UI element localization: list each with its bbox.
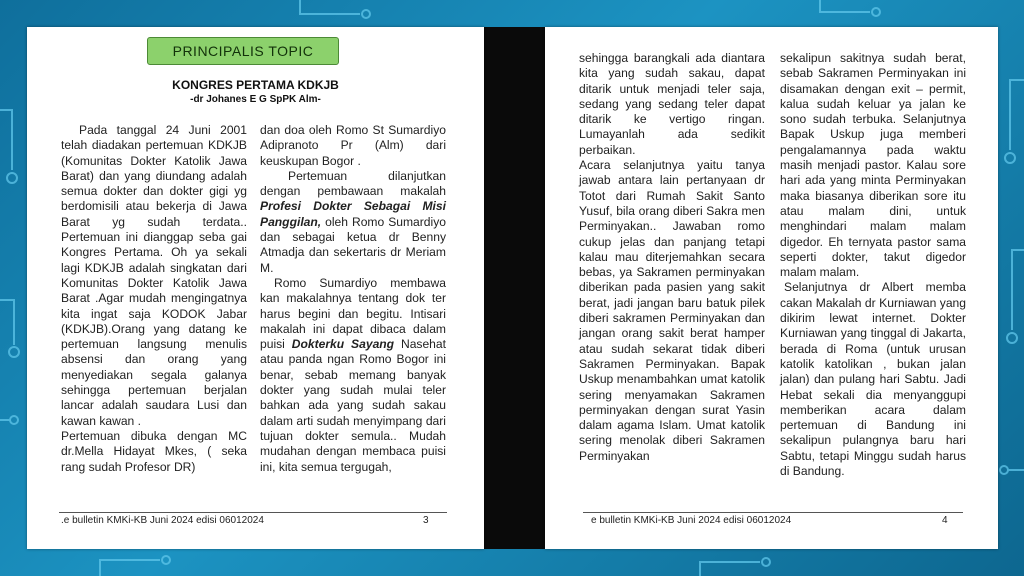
footer-text: .e bulletin KMKi-KB Juni 2024 edisi 06012024 — [61, 515, 264, 526]
page-number: 4 — [942, 515, 948, 526]
article-author: -dr Johanes E G SpPK Alm- — [190, 94, 321, 105]
paragraph: Pada tanggal 24 Juni 2001 telah diadakan pertemuan KDKJB (Komunitas Dokter Katolik Jawa Barat) dan yang diundang adalah semua dokter dan dokter gigi yg berdomisili atau bekerja di Jawa Barat yg sudah terdata.. Pertemuan ini dianggap seba gai Kongres Pertama. Oh ya sekali lagi KDKJB adalah singkatan dari Komunitas Dokter Katolik Jawa Barat .Agar mudah mengingatnya kita ingat saja KODOK Jabar (KDKJB).Orang yang datang ke pertemuan langsung menulis absensi dan orang yang menyediakan segala galanya sehingga pertemuan berjalan lancar adalah saudara Lusi dan kawan kawan . — [61, 123, 247, 428]
right-column-2 — [780, 51, 966, 479]
left-column-2 — [260, 123, 446, 475]
footer-text: e bulletin KMKi-KB Juni 2024 edisi 06012024 — [591, 515, 792, 526]
paragraph: Acara selanjutnya yaitu tanya jawab antara lain pertanyaan dr Totot dari Rumah Sakit Santo Yusuf, bila orang diberi Sakra men Perminyakan.. Jawaban romo cukup jelas dan panjang tetapi kalau mau diterjemahkan secara bebas, ya Sakramen perminyakan diberikan pada pasien yang sakit berat, jadi jangan baru batuk pilek diberi sakramen Perminyakan dan jangan orang sakit berat hamper atau sudah sekarat tidak diberi Sakramen Perminyakan. Bapak Uskup menambahkan umat katolik sering menyamakan Sakramen perminyakan dengan surat Yasin dalam agama Islam. Umat katolik sering menolak diberi Sakramen Perminyakan — [579, 158, 765, 463]
right-column-1 — [579, 51, 765, 464]
right-page — [545, 27, 998, 549]
left-column-1 — [61, 123, 247, 475]
paragraph: Pertemuan dilanjutkan dengan pembawaan makalah Profesi Dokter Sebagai Misi Panggilan, oleh Romo Sumardiyo dan sebagai ketua dr Benny Atmadja dan sekertaris dr Meriam M. — [260, 168, 446, 275]
footer-rule — [583, 512, 963, 513]
footer-rule — [59, 512, 447, 513]
page-number: 3 — [423, 515, 429, 526]
poem-title: Dokterku Sayang — [291, 337, 395, 352]
topic-badge: PRINCIPALIS TOPIC — [147, 37, 339, 65]
makalah-title: Profesi Dokter Sebagai Misi Panggilan, — [260, 199, 446, 229]
left-page — [27, 27, 484, 549]
page-gutter — [484, 27, 545, 549]
paragraph: Selanjutnya dr Albert memba cakan Makalah dr Kurniawan yang dikirim lewat internet. Dokter Kurniawan yang tinggal di Jakarta, berada di Roma (untuk urusan katolik katolikan , bukan jalan jalan) dan pulang hari Sabtu. Jadi Hebat sekali dia menyanggupi memberikan acara dalam pertemuan di Bandung ini sekalipun pulangnya baru hari Sabtu, tetapi Minggu sudah harus di Bandung. — [780, 280, 966, 479]
paragraph: Pertemuan dibuka dengan MC dr.Mella Hidayat Mkes, ( seka rang sudah Profesor DR) — [61, 428, 247, 474]
article-title: KONGRES PERTAMA KDKJB — [172, 78, 339, 92]
paragraph: sehingga barangkali ada diantara kita yang sudah sakau, dapat ditarik untuk menjadi teler saja, sedang yang sedang teler dapat ditarik ke vertigo ringan. Lumayanlah ada sedikit perbaikan. — [579, 51, 765, 157]
paragraph: Romo Sumardiyo membawa kan makalahnya tentang dok ter harus begini dan begitu. Intisari makalah ini dapat dibaca dalam puisi Dokterku Sayang Nasehat atau panda ngan Romo Bogor ini benar, sebab memang banyak dokter yang sudah mulai teler bahkan ada yang sudah sakau dalam arti sudah menyimpang dari tujuan dokter semula.. Mudah mudahan dengan membaca puisi ini, kita semua tergugah, — [260, 275, 446, 474]
paragraph: dan doa oleh Romo St Sumardiyo Adipranoto Pr (Alm) dari keuskupan Bogor . — [260, 123, 446, 168]
paragraph: sekalipun sakitnya sudah berat, sebab Sakramen Perminyakan ini disamakan dengan exit – permit, kalua sudah keluar ya jalan ke sono sudah terbuka. Selanjutnya Bapak Uskup juga memberi pengalamannya pada waktu masih menjadi pastor. Kalau sore hari ada yang minta Perminyakan maka biasanya diberikan sore itu atau malam dini, untuk menghindari malam malam digedor. Eh ternyata pastor sama seperti dokter, takut digedor malam malam. — [780, 51, 966, 280]
